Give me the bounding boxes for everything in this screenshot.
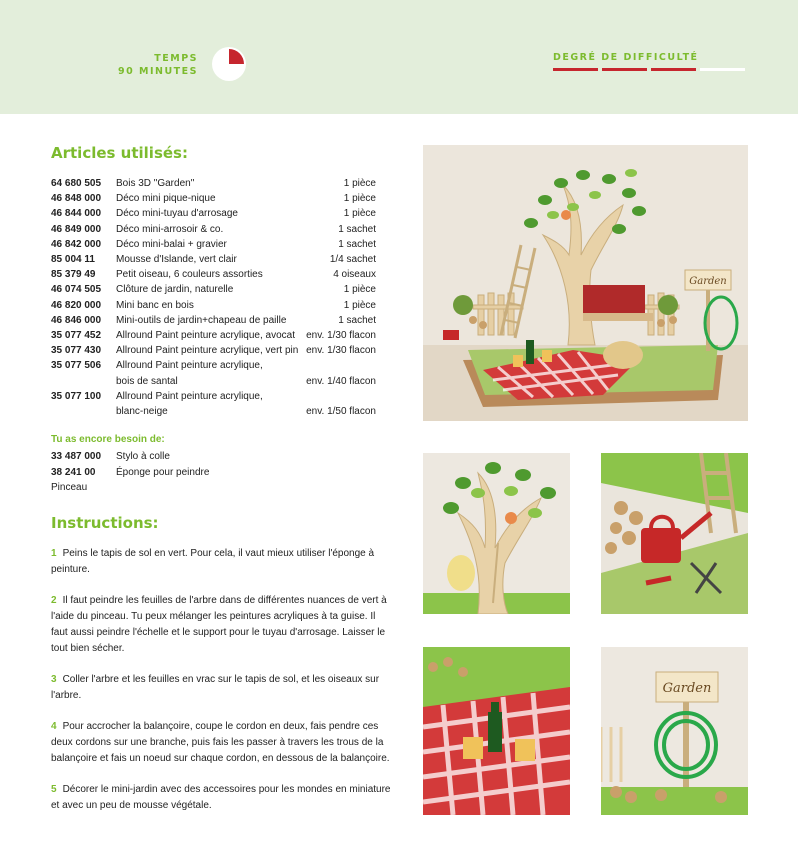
need-title: Tu as encore besoin de: [51,434,165,445]
need-row [51,480,351,496]
instruction-step [51,672,391,704]
difficulty-bar [651,68,696,71]
step-text: Décorer le mini-jardin avec des accessoires pour les mondes en miniature et avec un peu de mousse végétale. [51,784,391,811]
article-name: Allround Paint peinture acrylique, [116,360,263,372]
article-quantity: 1 sachet [338,238,376,250]
step-number: 4 [51,721,57,732]
article-code: 46 820 000 [51,299,102,311]
article-row [51,176,376,191]
article-row [51,298,376,313]
instruction-step [51,719,391,767]
need-code: 33 487 000 [51,451,102,462]
article-row [51,191,376,206]
article-row [51,282,376,297]
step-number: 1 [51,548,57,559]
step-text: Coller l'arbre et les feuilles en vrac sur le tapis de sol, et les oiseaux sur l'arbre. [51,674,380,701]
article-code: 46 842 000 [51,238,102,250]
article-name: Allround Paint peinture acrylique, [116,390,263,402]
article-name: Déco mini-balai + gravier [116,238,227,250]
instruction-step [51,593,391,657]
garden-sign-text: Garden [689,276,727,287]
need-row [51,465,351,481]
difficulty-bar [553,68,598,71]
instructions-title: Instructions: [51,514,159,532]
instructions-steps [51,546,391,829]
article-quantity: 1 pièce [343,193,376,205]
need-list [51,449,351,496]
photo-garden-diorama [423,145,748,421]
article-code: 85 379 49 [51,269,96,281]
article-name: Déco mini pique-nique [116,193,216,205]
article-name: bois de santal [116,375,178,387]
article-quantity: env. 1/40 flacon [306,375,376,387]
header-band [0,0,798,114]
time-fraction-wedge [229,49,244,64]
need-code: 38 241 00 [51,466,96,478]
need-code: Pinceau [51,482,88,493]
article-name: Déco mini-arrosoir & co. [116,223,224,235]
difficulty-meter [553,68,745,71]
article-quantity [372,389,376,404]
need-name: Éponge pour peindre [116,466,210,478]
article-name: Mousse d'Islande, vert clair [116,254,237,266]
article-quantity: 1 pièce [343,178,376,189]
articles-title: Articles utilisés: [51,144,188,162]
article-name: Clôture de jardin, naturelle [116,284,234,296]
difficulty-bar [602,68,647,71]
article-code: 35 077 506 [51,360,102,372]
article-name: Allround Paint peinture acrylique, vert pin [116,345,299,357]
article-name: Déco mini-tuyau d'arrosage [116,208,238,220]
article-code: 35 077 452 [51,330,102,342]
step-text: Pour accrocher la balançoire, coupe le cordon en deux, fais pendre ces deux cordons sur une branche, puis fais les passer à travers les trous de la balançoire et fais un noeud sur chaque cordon, en dessous de la balançoire. [51,721,390,764]
article-quantity: 1 sachet [338,223,376,235]
article-name: Allround Paint peinture acrylique, avocat [116,330,295,342]
articles-list [51,176,376,419]
article-code: 35 077 100 [51,390,102,402]
article-quantity: env. 1/30 flacon [306,330,376,342]
clock-icon [212,47,246,81]
article-code: 46 844 000 [51,208,102,220]
article-quantity: env. 1/30 flacon [306,345,376,357]
article-code: 64 680 505 [51,178,102,189]
article-row [51,328,376,343]
article-quantity: 1/4 sachet [329,254,376,266]
article-row [51,252,376,267]
photo-tree-swing [423,453,570,614]
photo-watering-can [601,453,748,614]
step-number: 2 [51,595,57,606]
time-label [100,52,198,78]
article-name: Mini-outils de jardin+chapeau de paille [116,314,287,326]
article-row [51,206,376,221]
need-row [51,449,351,465]
article-row [51,404,376,419]
instruction-step [51,546,391,578]
photo-picnic-blanket [423,647,570,815]
article-quantity: 4 oiseaux [333,269,376,281]
difficulty-label: DEGRÉ DE DIFFICULTÉ [553,52,699,63]
instruction-step [51,782,391,814]
article-quantity [372,358,376,373]
article-code [51,374,116,389]
article-code: 46 849 000 [51,223,102,235]
article-quantity: 1 pièce [343,299,376,311]
article-row [51,343,376,358]
article-code: 46 074 505 [51,284,102,296]
difficulty-bar [700,68,745,71]
article-quantity: 1 pièce [343,208,376,220]
time-value: 90 MINUTES [118,66,198,77]
article-name: blanc-neige [116,406,168,418]
article-row [51,237,376,252]
article-name: Mini banc en bois [116,299,194,311]
article-name: Petit oiseau, 6 couleurs assorties [116,269,263,281]
article-row [51,374,376,389]
article-quantity: 1 sachet [338,314,376,326]
article-row [51,267,376,282]
photo-garden-sign [601,647,748,815]
article-code: 46 846 000 [51,314,102,326]
step-text: Peins le tapis de sol en vert. Pour cela, il vaut mieux utiliser l'éponge à peinture. [51,548,375,575]
article-quantity: 1 pièce [343,284,376,296]
step-number: 3 [51,674,57,685]
article-row [51,313,376,328]
article-row [51,222,376,237]
article-row [51,389,376,404]
step-number: 5 [51,784,57,795]
article-quantity: env. 1/50 flacon [306,406,376,418]
time-title: TEMPS [154,53,198,64]
garden-sign-text-closeup: Garden [662,681,712,696]
article-code: 46 848 000 [51,193,102,205]
need-name: Stylo à colle [116,451,170,462]
article-code: 85 004 11 [51,254,95,266]
article-code: 35 077 430 [51,345,102,357]
article-code [51,404,116,419]
step-text: Il faut peindre les feuilles de l'arbre dans de différentes nuances de vert à l'aide du pinceau. Tu peux mélanger les peintures acryliques à ta guise. Il faut aussi peindre l'échelle et le support pour le tuyau d'arrosage. Laisser le tout bien sécher. [51,595,387,654]
article-name: Bois 3D "Garden" [116,178,195,189]
article-row [51,358,376,373]
